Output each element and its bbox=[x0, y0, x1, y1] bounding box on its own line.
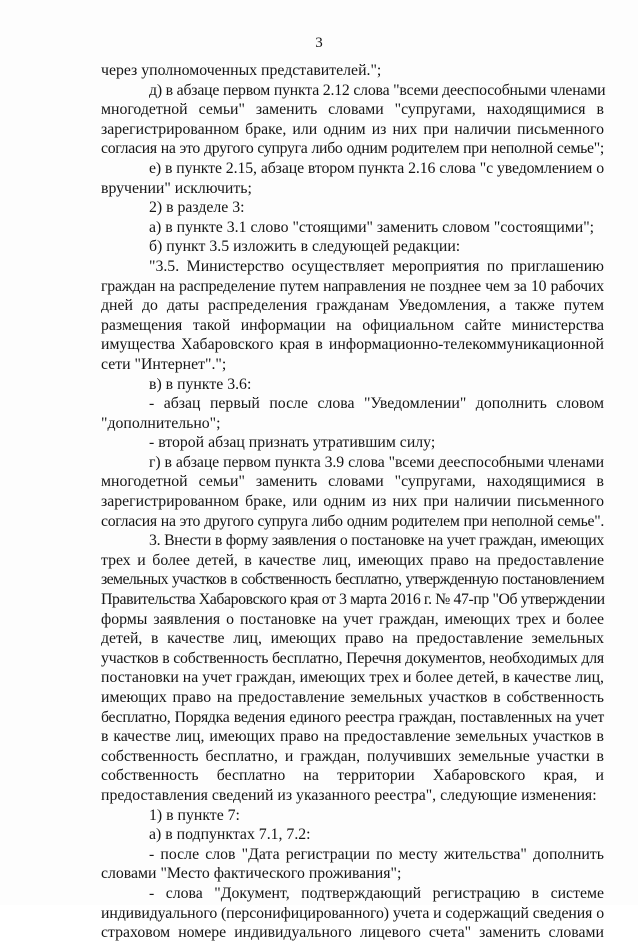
text-line: - второй абзац признать утратившим силу; bbox=[149, 434, 436, 452]
text-line: е) в пункте 2.15, абзаце втором пункта 2.16 слова "с уведомлением о bbox=[149, 159, 604, 177]
text-line: собственность бесплатно на территории Хабаровского края, и bbox=[101, 767, 604, 785]
text-line: многодетной семьи" заменить словами "супругами, находящимися в bbox=[101, 101, 604, 119]
text-line: дней до даты распределения гражданам Уведомления, а также путем bbox=[101, 297, 604, 315]
text-line: - абзац первый после слова "Уведомлении" дополнить словом bbox=[149, 395, 604, 413]
text-line: согласия на это другого супруга либо одним родителем при неполной семье"; bbox=[101, 140, 604, 158]
text-line: "дополнительно"; bbox=[101, 414, 221, 432]
text-line: граждан на распределение путем направления не позднее чем за 10 рабочих bbox=[101, 277, 604, 295]
text-line: предоставления сведений из указанного реестра", следующие изменения: bbox=[101, 786, 597, 804]
text-line: имеющих право на предоставление земельных участков в собственность bbox=[101, 689, 604, 706]
text-line: формы заявления о постановке на учет граждан, имеющих трех и более bbox=[101, 610, 604, 628]
text-line: через уполномоченных представителей."; bbox=[101, 62, 382, 79]
text-line: трех и более детей, в качестве лиц, имеющих право на предоставление bbox=[101, 551, 604, 569]
text-line: - слова "Документ, подтверждающий регистрацию в системе bbox=[149, 884, 604, 902]
text-line: индивидуального (персонифицированного) учета и содержащий сведения о bbox=[101, 904, 604, 922]
text-line: многодетной семьи" заменить словами "супругами, находящимися в bbox=[101, 473, 604, 491]
text-line: словами "Место фактического проживания"; bbox=[101, 865, 402, 883]
text-line: собственность бесплатно, и граждан, получивших земельные участки в bbox=[101, 747, 604, 765]
text-line: "3.5. Министерство осуществляет мероприятия по приглашению bbox=[149, 257, 604, 275]
text-line: согласия на это другого супруга либо одним родителем при неполной семье". bbox=[101, 512, 604, 530]
page-number: 3 bbox=[315, 35, 323, 51]
text-line: 1) в пункте 7: bbox=[149, 806, 240, 824]
text-line: в) в пункте 3.6: bbox=[149, 375, 252, 393]
document-body bbox=[101, 61, 604, 943]
text-line: в качестве лиц, имеющих право на предоставление земельных участков в bbox=[101, 728, 604, 746]
text-line: а) в пункте 3.1 слово "стоящими" заменить словом "состоящими"; bbox=[149, 218, 595, 236]
text-line: г) в абзаце первом пункта 3.9 слова "всеми дееспособными членами bbox=[149, 453, 604, 471]
text-line: 3. Внести в форму заявления о постановке на учет граждан, имеющих bbox=[149, 532, 604, 550]
text-line: бесплатно, Порядка ведения единого реестра граждан, поставленных на учет bbox=[101, 708, 604, 726]
text-line: а) в подпунктах 7.1, 7.2: bbox=[149, 826, 311, 844]
text-line: постановки на учет граждан, имеющих трех и более детей, в качестве лиц, bbox=[101, 669, 604, 687]
text-line: сети "Интернет"."; bbox=[101, 355, 227, 373]
text-line: 2) в разделе 3: bbox=[149, 199, 245, 217]
text-line: земельных участков в собственность бесплатно, утвержденную постановлением bbox=[101, 571, 604, 589]
text-line: зарегистрированном браке, или одним из них при наличии письменного bbox=[101, 120, 604, 138]
text-line: - после слов "Дата регистрации по месту жительства" дополнить bbox=[149, 845, 604, 863]
text-line: страховом номере индивидуального лицевого счета" заменить словами bbox=[101, 924, 604, 942]
text-line: вручении" исключить; bbox=[101, 179, 252, 197]
text-line: размещения такой информации на официальном сайте министерства bbox=[101, 316, 604, 334]
text-line: Правительства Хабаровского края от 3 марта 2016 г. № 47-пр "Об утверждении bbox=[101, 591, 605, 609]
text-line: зарегистрированном браке, или одним из них при наличии письменного bbox=[101, 493, 604, 511]
text-line: б) пункт 3.5 изложить в следующей редакции: bbox=[149, 238, 461, 256]
text-line: детей, в качестве лиц, имеющих право на предоставление земельных bbox=[101, 630, 604, 648]
text-line: участков в собственность бесплатно, Перечня документов, необходимых для bbox=[101, 649, 604, 667]
text-line: д) в абзаце первом пункта 2.12 слова "всеми дееспособными членами bbox=[149, 81, 606, 99]
text-line: имущества Хабаровского края в информационно-телекоммуникационной bbox=[101, 336, 604, 354]
